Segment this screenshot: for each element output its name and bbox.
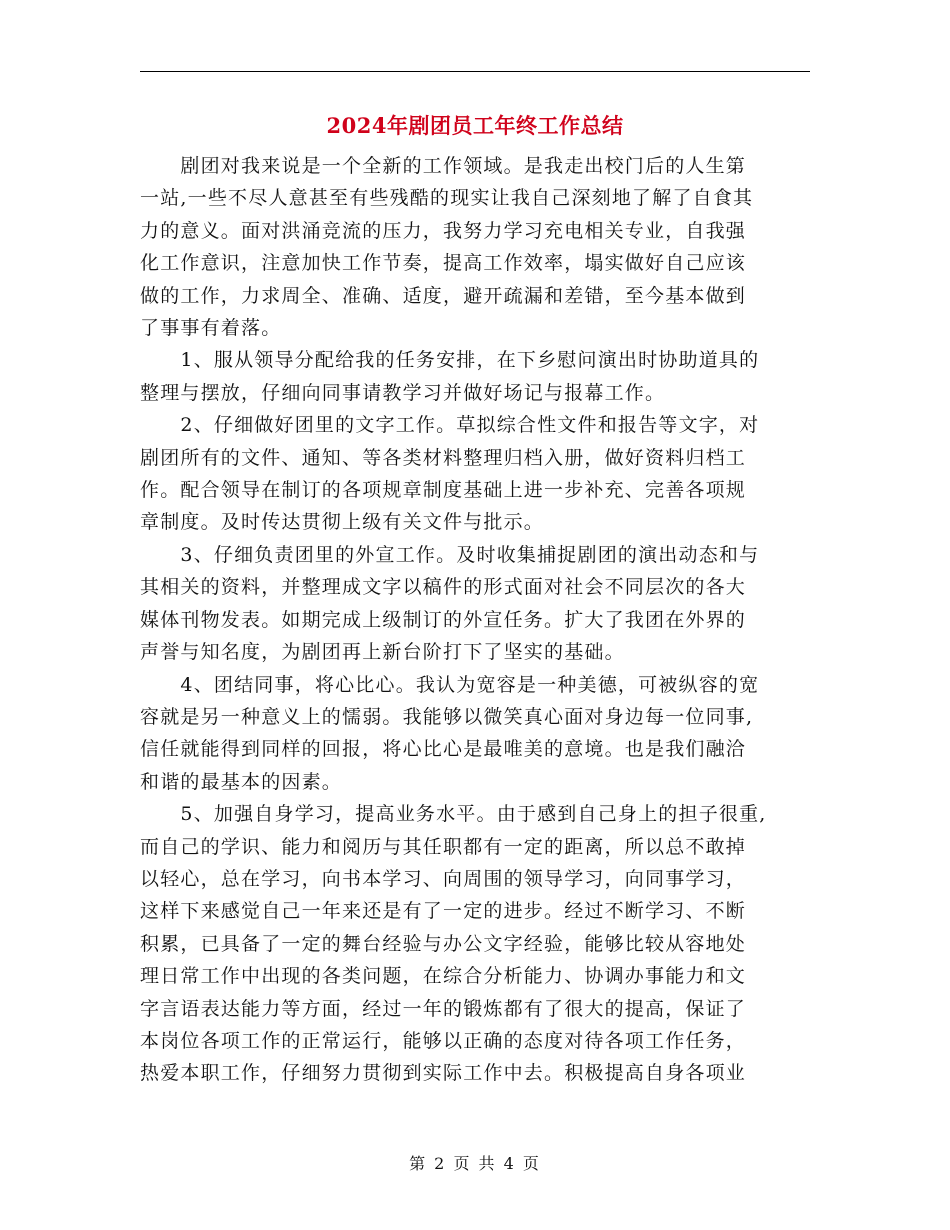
text-line: 而自己的学识、能力和阅历与其任职都有一定的距离，所以总不敢掉 — [140, 835, 747, 858]
text-line: 整理与摆放，仔细向同事请教学习并做好场记与报幕工作。 — [140, 381, 666, 404]
text-line: 理日常工作中出现的各类问题，在综合分析能力、协调办事能力和文 — [140, 965, 747, 988]
text-line: 1、服从领导分配给我的任务安排，在下乡慰问演出时协助道具的 — [140, 349, 760, 372]
paragraph-item-3 — [140, 539, 812, 669]
text-line: 力的意义。面对洪涌竞流的压力，我努力学习充电相关专业，自我强 — [140, 219, 747, 242]
text-line: 热爱本职工作，仔细努力贯彻到实际工作中去。积极提高自身各项业 — [140, 1062, 747, 1085]
text-line: 字言语表达能力等方面，经过一年的锻炼都有了很大的提高，保证了 — [140, 997, 747, 1020]
paragraph-item-5 — [140, 798, 812, 1090]
text-line: 一站,一些不尽人意甚至有些残酷的现实让我自己深刻地了解了自食其 — [140, 187, 754, 210]
text-line: 本岗位各项工作的正常运行，能够以正确的态度对待各项工作任务， — [140, 1029, 747, 1052]
text-line: 5、加强自身学习，提高业务水平。由于感到自己身上的担子很重, — [140, 803, 767, 826]
text-line: 其相关的资料，并整理成文字以稿件的形式面对社会不同层次的各大 — [140, 576, 747, 599]
text-line: 积累，已具备了一定的舞台经验与办公文字经验，能够比较从容地处 — [140, 932, 747, 955]
text-line: 剧团对我来说是一个全新的工作领域。是我走出校门后的人生第 — [140, 155, 747, 177]
text-line: 化工作意识，注意加快工作节奏，提高工作效率，塌实做好自己应该 — [140, 252, 747, 275]
paragraph-item-2 — [140, 409, 812, 539]
text-line: 媒体刊物发表。如期完成上级制订的外宣任务。扩大了我团在外界的 — [140, 608, 747, 631]
page-number-footer: 第 2 页 共 4 页 — [409, 1154, 541, 1173]
text-line: 这样下来感觉自己一年来还是有了一定的进步。经过不断学习、不断 — [140, 900, 747, 923]
text-line: 2、仔细做好团里的文字工作。草拟综合性文件和报告等文字，对 — [140, 414, 760, 437]
text-line: 4、团结同事，将心比心。我认为宽容是一种美德，可被纵容的宽 — [140, 673, 760, 696]
text-line: 信任就能得到同样的回报，将心比心是最唯美的意境。也是我们融洽 — [140, 738, 747, 761]
text-line: 3、仔细负责团里的外宣工作。及时收集捕捉剧团的演出动态和与 — [140, 543, 760, 566]
document-body — [140, 150, 812, 1090]
text-line: 以轻心，总在学习，向书本学习、向周围的领导学习，向同事学习， — [140, 867, 747, 890]
paragraph-item-1 — [140, 344, 812, 409]
text-line: 和谐的最基本的因素。 — [140, 770, 343, 793]
text-line: 作。配合领导在制订的各项规章制度基础上进一步补充、完善各项规 — [140, 479, 747, 502]
header-rule — [140, 71, 810, 72]
paragraph-intro — [140, 150, 812, 344]
paragraph-item-4 — [140, 669, 812, 799]
text-line: 声誉与知名度，为剧团再上新台阶打下了坚实的基础。 — [140, 641, 625, 664]
document-title: 2024年剧团员工年终工作总结 — [326, 113, 624, 138]
text-line: 做的工作，力求周全、准确、适度，避开疏漏和差错，至今基本做到 — [140, 284, 747, 307]
text-line: 容就是另一种意义上的懦弱。我能够以微笑真心面对身边每一位同事, — [140, 705, 754, 728]
text-line: 剧团所有的文件、通知、等各类材料整理归档入册，做好资料归档工 — [140, 446, 747, 469]
text-line: 章制度。及时传达贯彻上级有关文件与批示。 — [140, 511, 545, 534]
text-line: 了事事有着落。 — [140, 317, 282, 340]
